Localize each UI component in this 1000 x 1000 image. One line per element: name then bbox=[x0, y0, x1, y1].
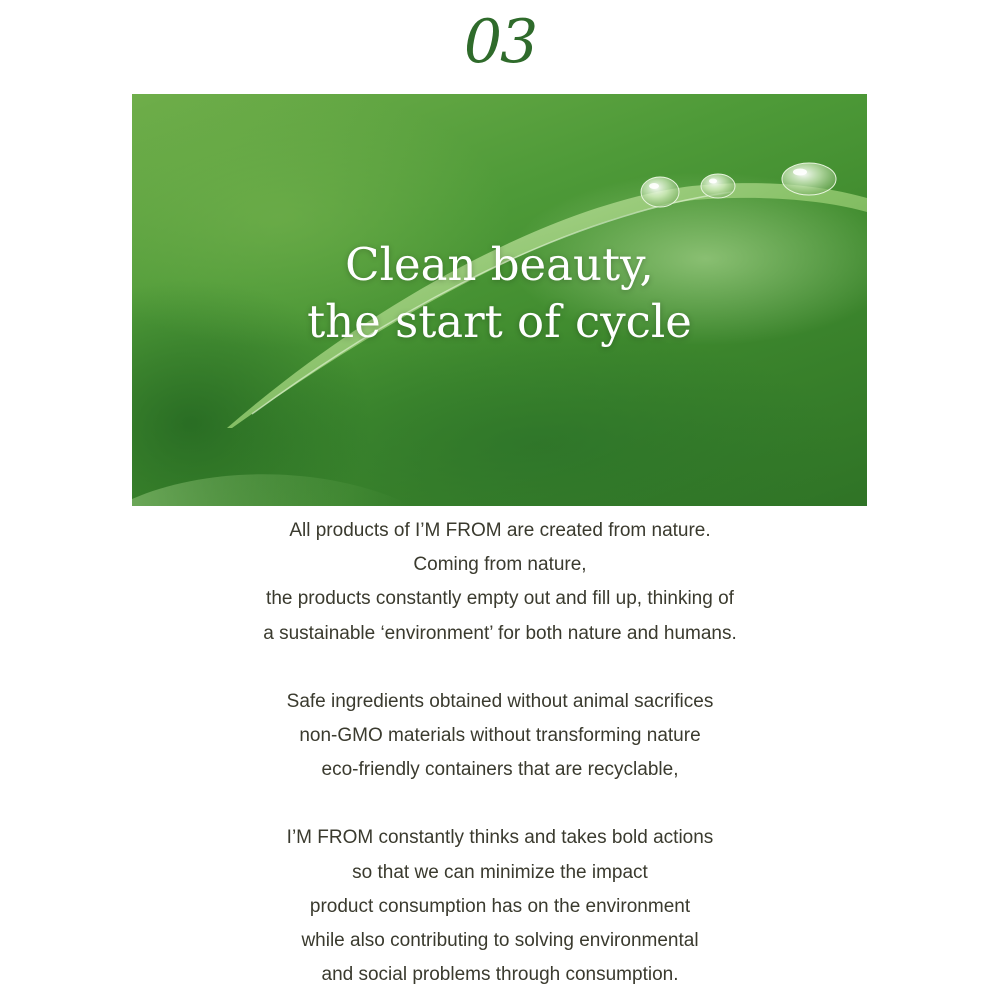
hero-title-line: Clean beauty, bbox=[345, 238, 654, 291]
text-line: All products of I’M FROM are created from nature. bbox=[289, 520, 711, 541]
hero-title bbox=[132, 236, 867, 350]
text-line: the products constantly empty out and fill up, thinking of bbox=[266, 588, 734, 610]
text-line: product consumption has on the environment bbox=[309, 895, 691, 917]
text-line: Coming from nature, bbox=[413, 554, 587, 576]
water-droplet bbox=[782, 163, 836, 195]
text-line: a sustainable ‘environment’ for both nature and humans. bbox=[263, 622, 737, 644]
text-line: while also contributing to solving environmental bbox=[301, 930, 699, 952]
paragraph-origin bbox=[0, 514, 1000, 651]
text-line: non-GMO materials without transforming nature bbox=[299, 725, 701, 747]
text-line: and social problems through consumption. bbox=[321, 964, 679, 986]
paragraph-actions bbox=[0, 821, 1000, 992]
hero-image bbox=[132, 94, 867, 506]
paragraph-ingredients bbox=[0, 685, 1000, 788]
background-grass-blade bbox=[132, 474, 412, 506]
text-line: Safe ingredients obtained without animal sacrifices bbox=[286, 690, 714, 712]
body-text bbox=[0, 514, 1000, 992]
text-line: I’M FROM constantly thinks and takes bold actions bbox=[286, 827, 714, 849]
water-droplet bbox=[701, 174, 735, 198]
text-line: eco-friendly containers that are recyclable, bbox=[321, 759, 679, 781]
text-line: so that we can minimize the impact bbox=[352, 861, 648, 883]
water-droplet bbox=[641, 177, 679, 207]
hero-title-line: the start of cycle bbox=[307, 295, 692, 348]
section-number: 03 bbox=[463, 7, 537, 77]
